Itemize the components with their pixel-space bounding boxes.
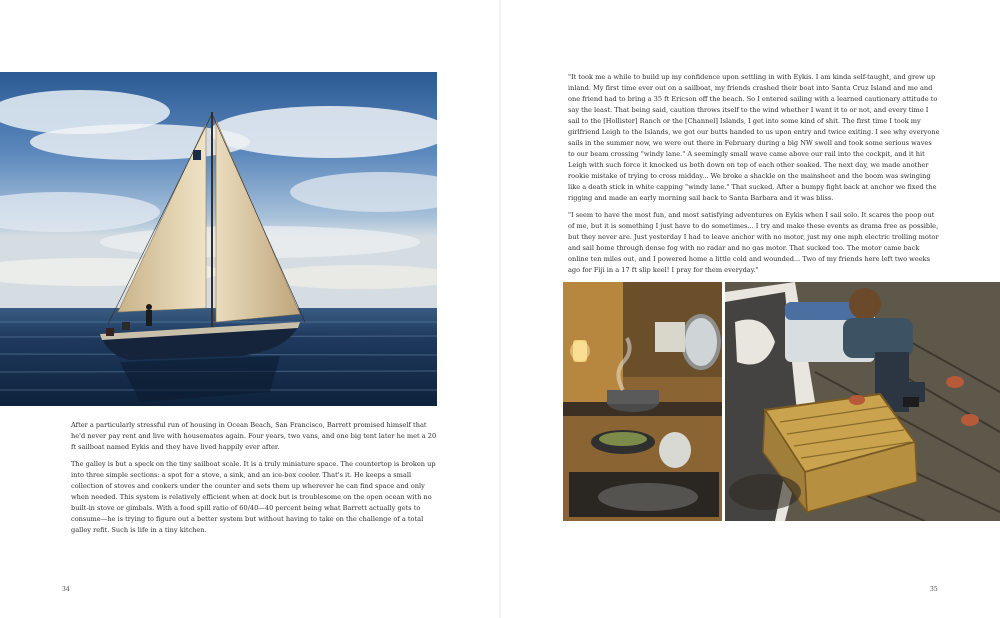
left-paragraph-1: After a particularly stressful run of housing in Ocean Beach, San Francisco, Barrett promised himself that he'd never pay rent and live with housemates again. Four years, two vans, and one big tent later he met a 20 ft sailboat named Eykis and they have lived happily ever after. bbox=[71, 421, 437, 451]
right-paragraph-2: "I seem to have the most fun, and most satisfying adventures on Eykis when I sail solo. It scares the poop out of me, but it is something I just have to do sometimes... I try and make these events as drama free as possible, but they never are. Just yesterday I had to leave anchor with no motor, just my one mph electric trolling motor and sail home through dense fog with no radar and no gas motor. That sucked too. The motor came back online ten miles out, and I powered home a little cold and wounded... Two of my friends here left two weeks ago for Fiji in a 17 ft slip keel! I pray for them everyday." bbox=[568, 211, 939, 274]
galley-photo bbox=[563, 282, 722, 521]
right-paragraph-1: "It took me a while to build up my confidence upon settling in with Eykis. I am kinda self-taught, and grew up inland. My first time ever out on a sailboat, my friends crashed their boat into Santa Cruz Island and me and one friend had to bring a 35 ft Ericson off the beach. So I entered sailing with a learned cautionary attitude to say the least. That being said, caution throws itself to the wind whether I want it to or not, and every time I sail to the [Hollister] Ranch or the [Channel] Islands, I get into some kind of shit. The first time I took my girlfriend Leigh to the Islands, we got our butts handed to us upon entry and twice exiting. I see why everyone sails in the summer now, we were out there in February during a big NW swell and took some serious waves to our beam crossing "windy lane." A seemingly small wave came above our rail into the cockpit, and it hit Leigh with such force it knocked us both down on top of each other soaked. The next day, we made another rookie mistake of trying to cross midday... We broke a shackle on the mainsheet and the boom was swinging like a death stick in white capping "windy lane." That sucked. After a bumpy fight back at anchor we fixed the rigging and made an early morning sail back to Santa Barbara and it was bliss. bbox=[568, 73, 940, 202]
page-number-left: 34 bbox=[62, 586, 70, 593]
right-body-text bbox=[568, 72, 940, 282]
left-paragraph-2: The galley is but a speck on the tiny sailboat scale. It is a truly miniature space. The countertop is broken up into three simple sections: a spot for a stove, a sink, and an ice-box cooler. That's it. He keeps a small collection of stoves and cookers under the counter and sets them up wherever he can find space and only when needed. This system is relatively efficient when at dock but is troublesome on the open ocean with no built-in stove or gimbals. With a food spill ratio of 60/40—40 percent being what Barrett actually gets to consume—he is trying to figure out a better system but without having to take on the challenge of a total galley refit. Such is life in a tiny kitchen. bbox=[71, 460, 436, 534]
left-body-text bbox=[71, 420, 437, 542]
dock-crabs-photo bbox=[725, 282, 1000, 521]
page-number-right: 35 bbox=[930, 586, 938, 593]
sailboat-photo bbox=[0, 72, 437, 406]
